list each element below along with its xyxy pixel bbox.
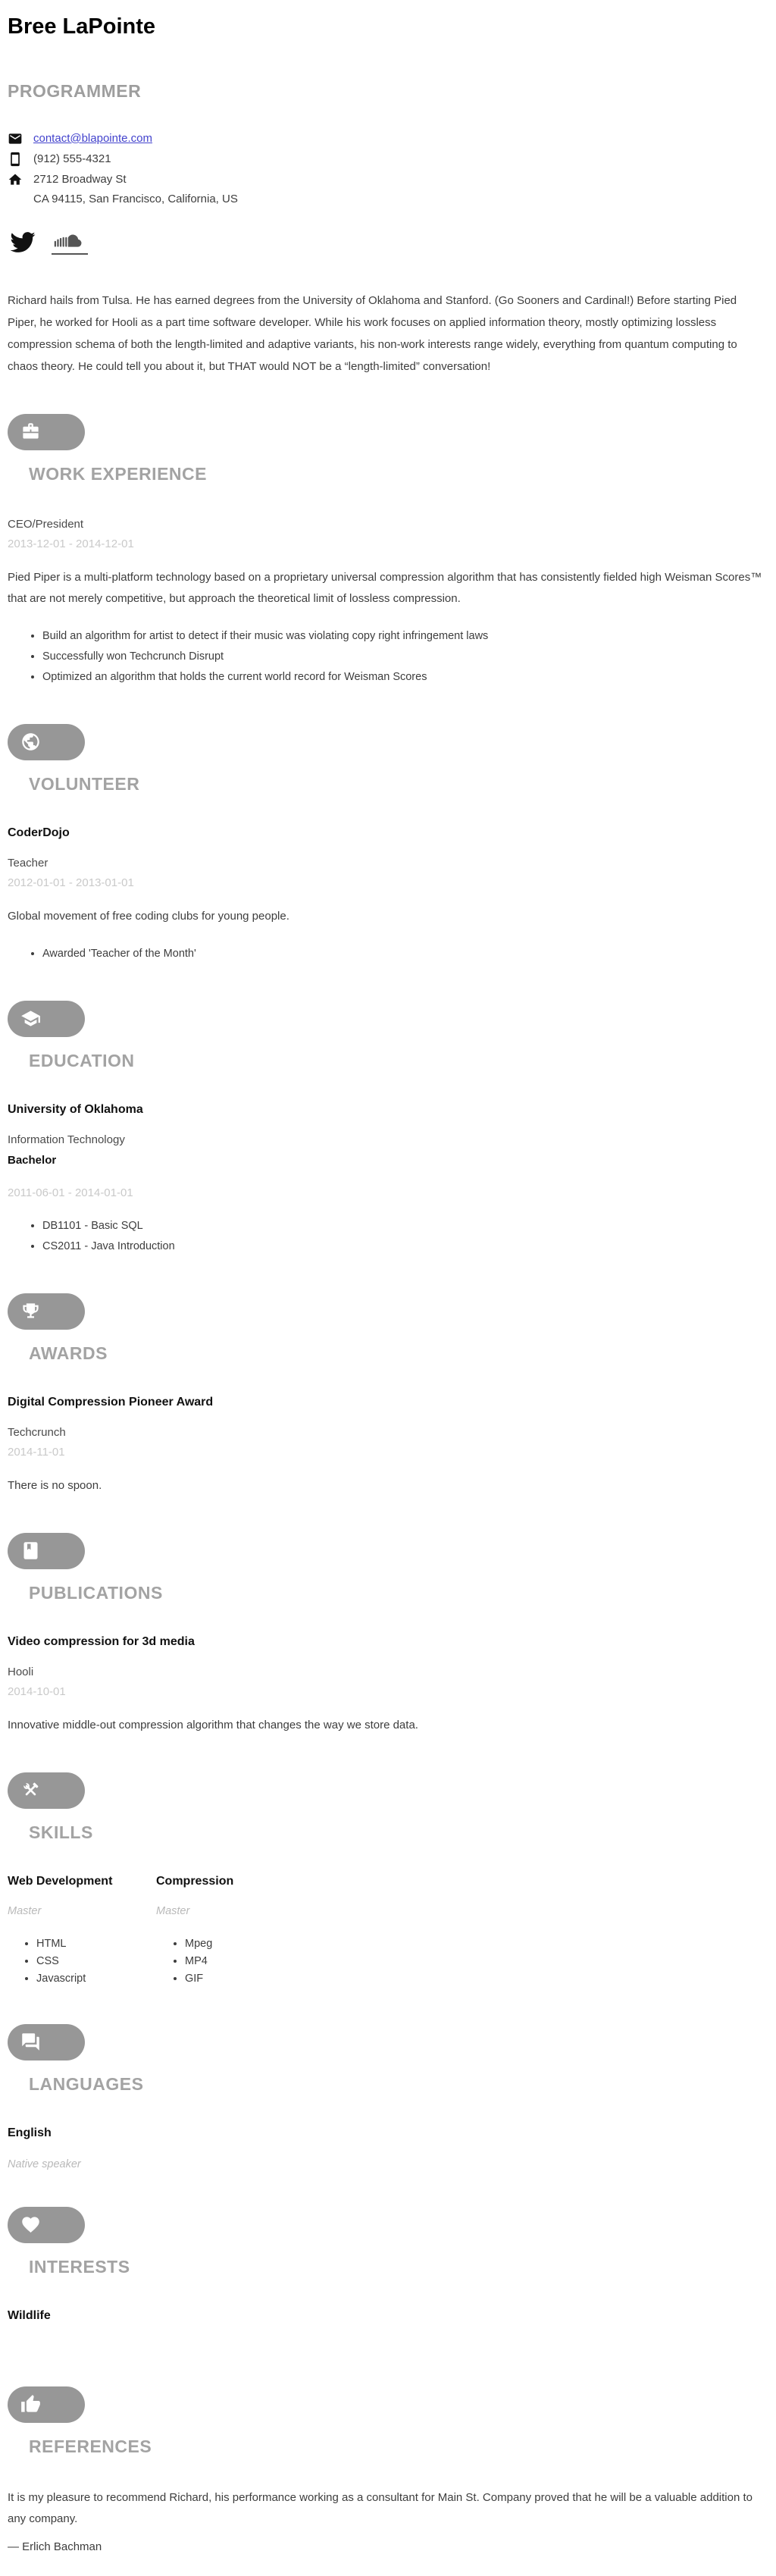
phone-icon (8, 152, 23, 167)
languages-section-title: LANGUAGES (29, 2073, 144, 2094)
globe-icon (20, 732, 41, 752)
skills-section (8, 1772, 767, 1988)
publications-section-badge (8, 1533, 85, 1569)
contact-phone-row (8, 149, 767, 169)
list-item: • DB1101 - Basic SQL (42, 1216, 767, 1236)
list-item: • Javascript (36, 1970, 156, 1988)
work-dates: 2013-12-01 - 2014-12-01 (8, 537, 134, 550)
education-section-badge (8, 1001, 85, 1037)
list-item: • Awarded 'Teacher of the Month' (42, 944, 767, 964)
interests-section (8, 2207, 767, 2323)
volunteer-highlights (8, 944, 767, 964)
volunteer-position: Teacher (8, 856, 48, 870)
skills-section-title: SKILLS (29, 1822, 93, 1842)
reference-name: — Erlich Bachman (8, 2540, 102, 2553)
social-links (8, 229, 767, 255)
publication-date: 2014-10-01 (8, 1684, 66, 1698)
publication-publisher: Hooli (8, 1665, 34, 1678)
email-link[interactable]: contact@blapointe.com (33, 131, 152, 145)
email-icon (8, 131, 23, 146)
book-icon (20, 1540, 41, 1561)
publications-section-title: PUBLICATIONS (29, 1582, 163, 1603)
work-experience-section (8, 414, 767, 688)
work-position: CEO/President (8, 517, 84, 531)
home-icon (8, 172, 23, 187)
twitter-link[interactable] (8, 230, 38, 255)
job-title: PROGRAMMER (8, 80, 142, 101)
award-summary: There is no spoon. (8, 1478, 102, 1492)
language-name: English (8, 2126, 52, 2139)
list-item: • HTML (36, 1935, 156, 1953)
briefcase-icon (20, 421, 41, 442)
volunteer-section-badge (8, 724, 85, 760)
skill-group (8, 1875, 156, 1988)
list-item: • Mpeg (185, 1935, 305, 1953)
education-section (8, 1001, 767, 1257)
skill-keywords (156, 1935, 305, 1988)
languages-section-badge (8, 2024, 85, 2060)
references-section (8, 2386, 767, 2553)
references-section-title: REFERENCES (29, 2436, 152, 2456)
languages-section (8, 2024, 767, 2170)
speech-bubbles-icon (20, 2032, 41, 2052)
address-line1: 2712 Broadway St (33, 172, 127, 186)
skill-group-level: Master (8, 1904, 42, 1917)
awards-section (8, 1293, 767, 1496)
phone-number: (912) 555-4321 (33, 152, 111, 165)
skill-group-name: Web Development (8, 1874, 113, 1888)
twitter-icon (8, 230, 38, 255)
awards-section-badge (8, 1293, 85, 1330)
interest-name: Wildlife (8, 2308, 51, 2322)
work-section-badge (8, 414, 85, 450)
contact-block (8, 129, 767, 209)
about-summary: Richard hails from Tulsa. He has earned degrees from the University of Oklahoma and Stanford. (Go Sooners and Cardinal!) Before starting Pied Piper, he worked for Hooli as a part time software developer. While his work focuses on applied information theory, mostly optimizing lossless compression schema of both the length-limited and adaptive variants, his non-work interests range widely, everything from quantum computing to chaos theory. He could tell you about it, but THAT would NOT be a “length-limited” conversation! (8, 293, 737, 373)
list-item: • Successfully won Techcrunch Disrupt (42, 647, 767, 667)
awards-section-title: AWARDS (29, 1343, 108, 1363)
list-item: • CS2011 - Java Introduction (42, 1236, 767, 1257)
award-date: 2014-11-01 (8, 1445, 65, 1459)
list-item: • Optimized an algorithm that holds the current world record for Weisman Scores (42, 667, 767, 688)
skills-section-badge (8, 1772, 85, 1809)
trophy-icon (20, 1301, 41, 1321)
education-section-title: EDUCATION (29, 1050, 135, 1070)
skill-group (156, 1875, 305, 1988)
list-item: • GIF (185, 1970, 305, 1988)
publication-summary: Innovative middle-out compression algorithm that changes the way we store data. (8, 1718, 418, 1731)
reference-quote: It is my pleasure to recommend Richard, his performance working as a consultant for Main St. Company proved that he will be a valuable addition to any company. (8, 2490, 753, 2525)
education-area: Information Technology (8, 1133, 125, 1146)
list-item: • Build an algorithm for artist to detect if their music was violating copy right infringement laws (42, 626, 767, 647)
skill-keywords (8, 1935, 156, 1988)
soundcloud-link[interactable] (52, 229, 88, 255)
language-fluency: Native speaker (8, 2158, 81, 2170)
page-title: Bree LaPointe (8, 14, 155, 39)
publication-title: Video compression for 3d media (8, 1634, 195, 1648)
education-institution: University of Oklahoma (8, 1102, 143, 1116)
work-section-title: WORK EXPERIENCE (29, 463, 207, 484)
interests-section-badge (8, 2207, 85, 2243)
work-summary: Pied Piper is a multi-platform technology based on a proprietary universal compression algorithm that has consistently fielded high Weisman Scores™ that are not merely competitive, but approach the theoretical limit of lossless compression. (8, 570, 762, 605)
interests-section-title: INTERESTS (29, 2256, 130, 2277)
address (33, 170, 238, 209)
award-title: Digital Compression Pioneer Award (8, 1395, 214, 1409)
volunteer-section-title: VOLUNTEER (29, 773, 140, 794)
heart-icon (20, 2214, 41, 2235)
contact-address-row (8, 170, 767, 209)
volunteer-organization: CoderDojo (8, 826, 70, 839)
references-section-badge (8, 2386, 85, 2423)
volunteer-section (8, 724, 767, 964)
volunteer-summary: Global movement of free coding clubs for young people. (8, 909, 289, 923)
volunteer-dates: 2012-01-01 - 2013-01-01 (8, 876, 134, 889)
education-degree: Bachelor (8, 1153, 57, 1167)
list-item: • MP4 (185, 1953, 305, 1970)
skills-columns (8, 1875, 767, 1988)
education-courses (8, 1216, 767, 1257)
resume-header (8, 14, 767, 255)
work-highlights (8, 626, 767, 688)
skill-group-name: Compression (156, 1874, 234, 1888)
soundcloud-icon (52, 229, 88, 249)
skill-group-level: Master (156, 1904, 190, 1917)
address-line2: CA 94115, San Francisco, California, US (33, 192, 238, 205)
education-dates: 2011-06-01 - 2014-01-01 (8, 1186, 133, 1199)
contact-email-row (8, 129, 767, 149)
graduation-cap-icon (20, 1008, 41, 1029)
list-item: • CSS (36, 1953, 156, 1970)
publications-section (8, 1533, 767, 1736)
thumbs-up-icon (20, 2394, 41, 2415)
tools-icon (20, 1780, 41, 1800)
award-awarder: Techcrunch (8, 1425, 66, 1439)
